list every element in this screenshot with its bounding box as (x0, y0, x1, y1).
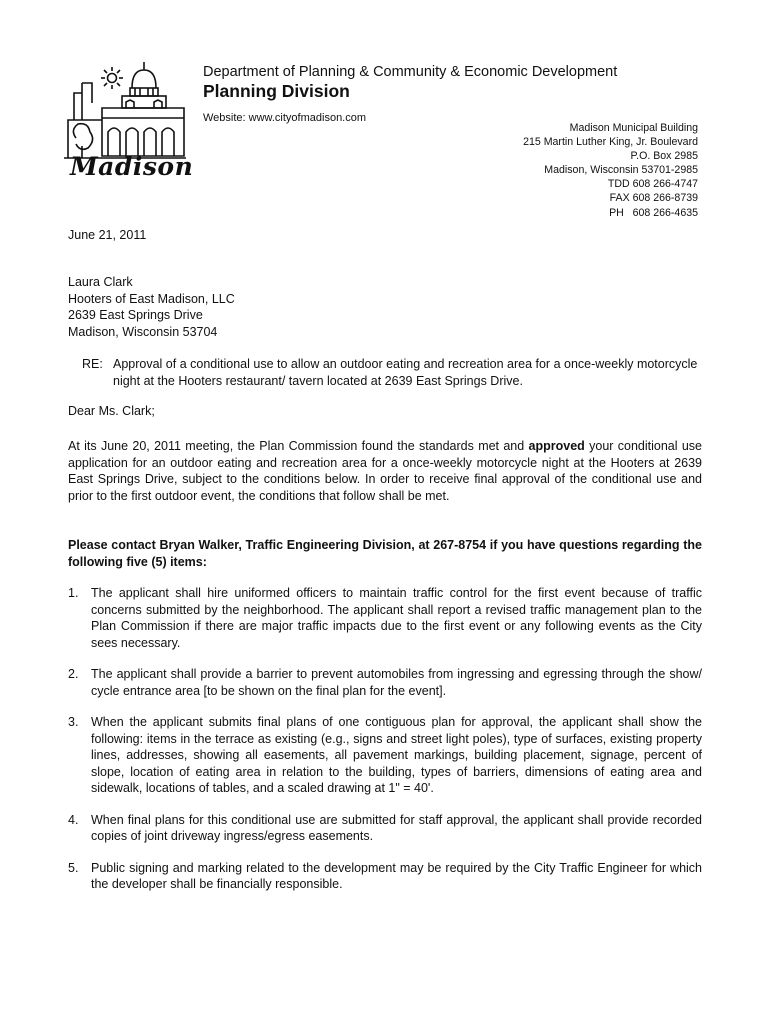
salutation: Dear Ms. Clark; (68, 404, 155, 418)
item-text: The applicant shall provide a barrier to prevent automobiles from ingressing and egressing through the show/ cycle entrance area [to be shown on the final plan for the event]. (91, 667, 702, 698)
approved-text: approved (528, 439, 585, 453)
contact-paragraph: Please contact Bryan Walker, Traffic Engineering Division, at 267-8754 if you have questions regarding the following five (5) items: (68, 538, 702, 569)
department-name: Department of Planning & Community & Economic Development (203, 64, 618, 80)
subject-line (82, 356, 704, 389)
item-number: 3. (68, 715, 79, 729)
item-text: Public signing and marking related to the development may be required by the City Traffic Engineer for which the developer shall be financially responsible. (91, 860, 702, 891)
item-number: 1. (68, 586, 79, 600)
logo-text: Madison (70, 152, 194, 181)
re-label: RE: (82, 357, 103, 371)
letter-date: June 21, 2011 (68, 228, 147, 242)
recipient-line: 2639 East Springs Drive (68, 308, 203, 322)
list-item (68, 666, 702, 699)
item-number: 2. (68, 667, 79, 681)
address-line: P.O. Box 2985 (630, 150, 698, 163)
recipient-line: Madison, Wisconsin 53704 (68, 324, 218, 339)
list-item (68, 860, 702, 893)
phone-line: PH 608 266-4635 (609, 206, 698, 219)
address-block (523, 121, 698, 220)
body-text-before: At its June 20, 2011 meeting, the Plan Commission found the standards met and (68, 439, 529, 453)
conditions-list (68, 585, 702, 908)
website-line: Website: www.cityofmadison.com (203, 112, 367, 124)
tdd-line: TDD 608 266-4747 (607, 178, 698, 191)
division-name: Planning Division (203, 81, 350, 101)
body-paragraph (68, 438, 702, 504)
address-line: Madison Municipal Building (569, 122, 698, 134)
address-line: 215 Martin Luther King, Jr. Boulevard (523, 136, 698, 149)
list-item (68, 585, 702, 651)
recipient-line: Laura Clark (68, 275, 133, 289)
body-text-after: your conditional use application for an outdoor eating and recreation area for a once-weekly motorcycle night at the Hooters at 2639 East Springs Drive, subject to the conditions below. In order to receive final approval of the conditional use and prior to the first outdoor event, the conditions that follow shall be met. (68, 439, 702, 503)
list-item (68, 714, 702, 797)
address-line: Madison, Wisconsin 53701-2985 (544, 164, 698, 177)
recipient-address (68, 274, 235, 340)
item-text: The applicant shall hire uniformed officers to maintain traffic control for the first event because of traffic concerns submitted by the neighborhood. The applicant shall report a revised traffic management plan to the Plan Commission if there are major traffic impacts due to the first event or any following events as the City sees necessary. (91, 586, 702, 650)
fax-line: FAX 608 266-8739 (609, 192, 698, 205)
item-text: When final plans for this conditional use are submitted for staff approval, the applicant shall provide recorded copies of joint driveway ingress/egress easements. (91, 812, 702, 843)
re-text: Approval of a conditional use to allow an outdoor eating and recreation area for a once-weekly motorcycle night at the Hooters restaurant/ tavern located at 2639 East Springs Drive. (113, 357, 698, 388)
item-number: 5. (68, 860, 79, 875)
recipient-line: Hooters of East Madison, LLC (68, 291, 235, 306)
item-text: When the applicant submits final plans of one contiguous plan for approval, the applicant shall show the following: items in the terrace as existing (e.g., signs and street light poles), type of surfaces, existing property lines, addresses, showing all easements, all pavement markings, building placement, signage, percent of slope, location of eating area in relation to the building, types of barriers, dimensions of eating area and sidewalk, locations of tables, and a scaled drawing at 1" = 40'. (91, 715, 702, 795)
list-item (68, 812, 702, 845)
item-number: 4. (68, 812, 79, 827)
